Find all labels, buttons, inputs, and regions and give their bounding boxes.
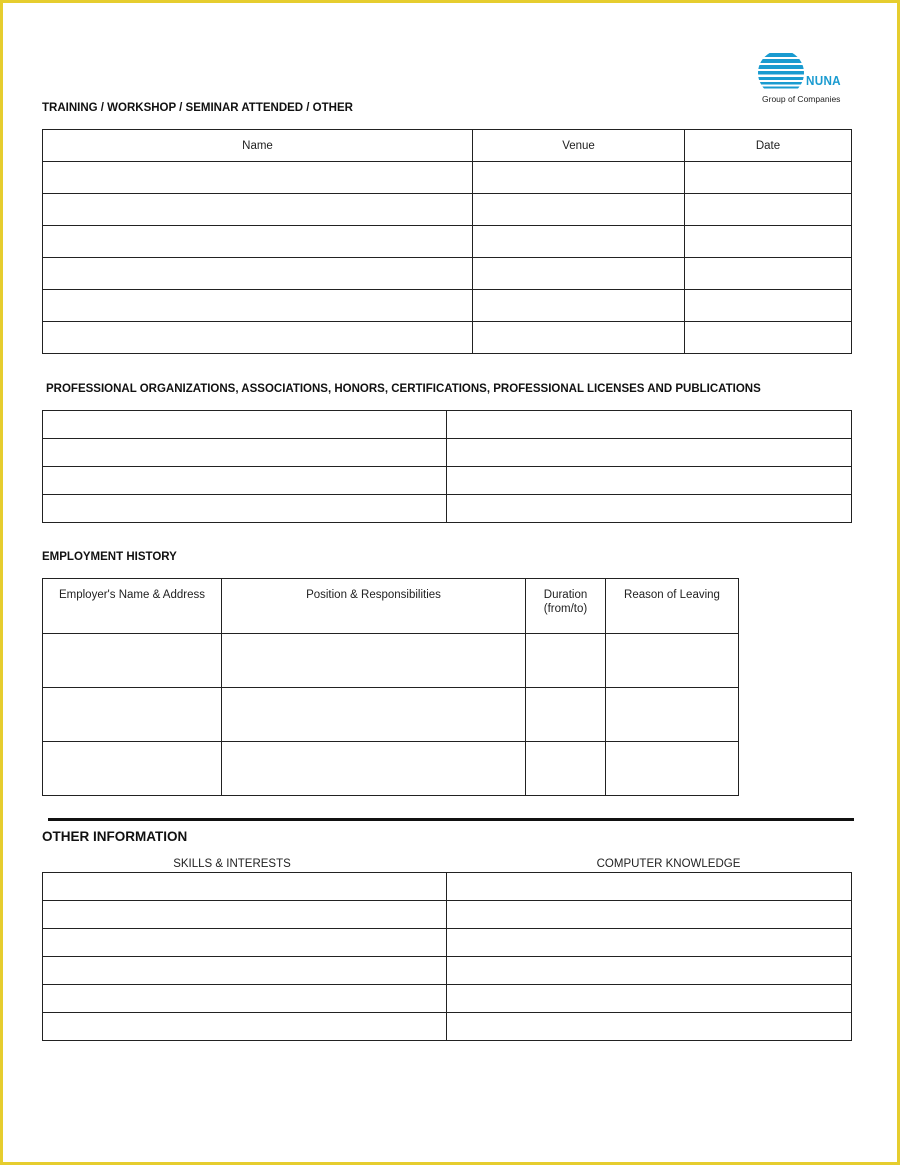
column-header-date: Date bbox=[685, 130, 852, 162]
table-row bbox=[43, 957, 852, 985]
employer-cell[interactable] bbox=[43, 688, 222, 742]
professional-cell[interactable] bbox=[447, 495, 852, 523]
table-row bbox=[43, 873, 852, 901]
professional-section-title: PROFESSIONAL ORGANIZATIONS, ASSOCIATIONS, HONORS, CERTIFICATIONS, PROFESSIONAL LICENSES AND PUBLICATIONS bbox=[46, 383, 761, 395]
table-row bbox=[43, 258, 852, 290]
column-header-duration: Duration (from/to) bbox=[526, 579, 606, 634]
reason-cell[interactable] bbox=[606, 634, 739, 688]
professional-cell[interactable] bbox=[447, 411, 852, 439]
training-name-cell[interactable] bbox=[43, 162, 473, 194]
training-name-cell[interactable] bbox=[43, 290, 473, 322]
training-date-cell[interactable] bbox=[685, 194, 852, 226]
column-header-employer: Employer's Name & Address bbox=[43, 579, 222, 634]
table-row bbox=[43, 901, 852, 929]
employment-section-title: EMPLOYMENT HISTORY bbox=[42, 551, 177, 563]
training-venue-cell[interactable] bbox=[473, 162, 685, 194]
computer-knowledge-cell[interactable] bbox=[447, 873, 852, 901]
table-row bbox=[43, 322, 852, 354]
duration-cell[interactable] bbox=[526, 742, 606, 796]
table-row bbox=[43, 162, 852, 194]
employment-header-row bbox=[43, 579, 739, 634]
skills-cell[interactable] bbox=[43, 957, 447, 985]
column-header-venue: Venue bbox=[473, 130, 685, 162]
reason-cell[interactable] bbox=[606, 742, 739, 796]
other-section-title: OTHER INFORMATION bbox=[42, 829, 188, 844]
professional-cell[interactable] bbox=[43, 495, 447, 523]
table-row bbox=[43, 226, 852, 258]
training-name-cell[interactable] bbox=[43, 226, 473, 258]
computer-knowledge-cell[interactable] bbox=[447, 985, 852, 1013]
training-venue-cell[interactable] bbox=[473, 290, 685, 322]
training-header-row bbox=[43, 130, 852, 162]
skills-heading: SKILLS & INTERESTS bbox=[173, 858, 291, 870]
professional-cell[interactable] bbox=[43, 411, 447, 439]
professional-cell[interactable] bbox=[447, 467, 852, 495]
column-header-reason: Reason of Leaving bbox=[606, 579, 739, 634]
training-name-cell[interactable] bbox=[43, 322, 473, 354]
table-row bbox=[43, 985, 852, 1013]
sun-stripes-icon bbox=[756, 53, 806, 93]
training-date-cell[interactable] bbox=[685, 258, 852, 290]
table-row bbox=[43, 1013, 852, 1041]
duration-cell[interactable] bbox=[526, 688, 606, 742]
training-venue-cell[interactable] bbox=[473, 322, 685, 354]
training-name-cell[interactable] bbox=[43, 258, 473, 290]
computer-knowledge-cell[interactable] bbox=[447, 929, 852, 957]
training-venue-cell[interactable] bbox=[473, 226, 685, 258]
training-table bbox=[42, 129, 852, 354]
computer-knowledge-cell[interactable] bbox=[447, 901, 852, 929]
table-row bbox=[43, 495, 852, 523]
logo-subtitle: Group of Companies bbox=[762, 94, 841, 104]
training-date-cell[interactable] bbox=[685, 322, 852, 354]
position-cell[interactable] bbox=[222, 634, 526, 688]
professional-cell[interactable] bbox=[43, 439, 447, 467]
training-date-cell[interactable] bbox=[685, 226, 852, 258]
professional-cell[interactable] bbox=[43, 467, 447, 495]
reason-cell[interactable] bbox=[606, 688, 739, 742]
table-row bbox=[43, 688, 739, 742]
table-row bbox=[43, 929, 852, 957]
skills-cell[interactable] bbox=[43, 1013, 447, 1041]
professional-cell[interactable] bbox=[447, 439, 852, 467]
employment-table bbox=[42, 578, 739, 796]
duration-cell[interactable] bbox=[526, 634, 606, 688]
training-name-cell[interactable] bbox=[43, 194, 473, 226]
computer-knowledge-cell[interactable] bbox=[447, 1013, 852, 1041]
training-venue-cell[interactable] bbox=[473, 194, 685, 226]
table-row bbox=[43, 411, 852, 439]
training-venue-cell[interactable] bbox=[473, 258, 685, 290]
employer-cell[interactable] bbox=[43, 742, 222, 796]
other-info-table bbox=[42, 872, 852, 1041]
computer-knowledge-heading: COMPUTER KNOWLEDGE bbox=[596, 858, 741, 870]
skills-cell[interactable] bbox=[43, 985, 447, 1013]
position-cell[interactable] bbox=[222, 742, 526, 796]
skills-cell[interactable] bbox=[43, 929, 447, 957]
table-row bbox=[43, 467, 852, 495]
skills-cell[interactable] bbox=[43, 873, 447, 901]
column-header-name: Name bbox=[43, 130, 473, 162]
logo-brand: NUNA bbox=[806, 73, 841, 88]
table-row bbox=[43, 634, 739, 688]
computer-knowledge-cell[interactable] bbox=[447, 957, 852, 985]
employer-cell[interactable] bbox=[43, 634, 222, 688]
section-divider bbox=[48, 818, 854, 821]
training-section-title: TRAINING / WORKSHOP / SEMINAR ATTENDED / OTHER bbox=[42, 102, 353, 114]
table-row bbox=[43, 742, 739, 796]
table-row bbox=[43, 194, 852, 226]
company-logo bbox=[756, 53, 856, 108]
table-row bbox=[43, 439, 852, 467]
training-date-cell[interactable] bbox=[685, 290, 852, 322]
column-header-position: Position & Responsibilities bbox=[222, 579, 526, 634]
skills-cell[interactable] bbox=[43, 901, 447, 929]
training-date-cell[interactable] bbox=[685, 162, 852, 194]
table-row bbox=[43, 290, 852, 322]
professional-table bbox=[42, 410, 852, 523]
position-cell[interactable] bbox=[222, 688, 526, 742]
